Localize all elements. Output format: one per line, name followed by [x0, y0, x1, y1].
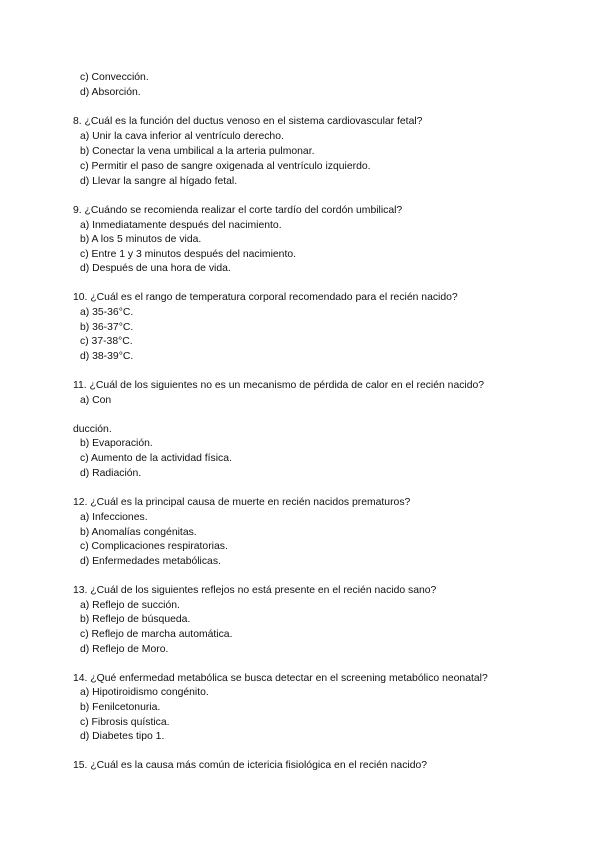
question-14: 14. ¿Qué enfermedad metabólica se busca detectar en el screening metabólico neonatal?	[73, 673, 488, 684]
option-b: b) Conectar la vena umbilical a la arteria pulmonar.	[80, 146, 315, 157]
option-a-continuation: ducción.	[73, 424, 112, 435]
option-d: d) 38-39°C.	[80, 351, 134, 362]
option-a: a) Unir la cava inferior al ventrículo derecho.	[80, 131, 284, 142]
option-b: b) A los 5 minutos de vida.	[80, 234, 202, 245]
option-b: b) Reflejo de búsqueda.	[80, 614, 191, 625]
question-12: 12. ¿Cuál es la principal causa de muerte en recién nacidos prematuros?	[73, 497, 411, 508]
option-b: b) Evaporación.	[80, 438, 153, 449]
option-c: c) Complicaciones respiratorias.	[80, 541, 228, 552]
question-10: 10. ¿Cuál es el rango de temperatura corporal recomendado para el recién nacido?	[73, 292, 458, 303]
option-c: c) 37-38°C.	[80, 336, 133, 347]
option-d: d) Llevar la sangre al hígado fetal.	[80, 176, 238, 187]
option-d: d) Enfermedades metabólicas.	[80, 556, 221, 567]
question-13: 13. ¿Cuál de los siguientes reflejos no está presente en el recién nacido sano?	[73, 585, 437, 596]
option-d: d) Después de una hora de vida.	[80, 263, 231, 274]
option-a: a) Inmediatamente después del nacimiento.	[80, 220, 282, 231]
option-a: a) Infecciones.	[80, 512, 148, 523]
option-d: d) Radiación.	[80, 468, 142, 479]
option-c: c) Fibrosis quística.	[80, 717, 170, 728]
option-d: d) Diabetes tipo 1.	[80, 731, 165, 742]
option-c: c) Convección.	[80, 72, 149, 83]
option-b: b) Fenilcetonuria.	[80, 702, 161, 713]
option-a: a) Hipotiroidismo congénito.	[80, 687, 209, 698]
option-b: b) 36-37°C.	[80, 322, 134, 333]
option-c: c) Permitir el paso de sangre oxigenada al ventrículo izquierdo.	[80, 161, 371, 172]
option-a: a) Reflejo de succión.	[80, 600, 180, 611]
option-b: b) Anomalías congénitas.	[80, 527, 197, 538]
question-11: 11. ¿Cuál de los siguientes no es un mecanismo de pérdida de calor en el recién nacido?	[73, 380, 485, 391]
question-8: 8. ¿Cuál es la función del ductus venoso en el sistema cardiovascular fetal?	[73, 116, 423, 127]
option-d: d) Absorción.	[80, 87, 141, 98]
question-9: 9. ¿Cuándo se recomienda realizar el corte tardío del cordón umbilical?	[73, 205, 403, 216]
option-c: c) Entre 1 y 3 minutos después del nacimiento.	[80, 249, 297, 260]
option-c: c) Reflejo de marcha automática.	[80, 629, 233, 640]
option-a: a) 35-36°C.	[80, 307, 134, 318]
option-a: a) Con	[80, 395, 112, 406]
option-c: c) Aumento de la actividad física.	[80, 453, 232, 464]
option-d: d) Reflejo de Moro.	[80, 644, 169, 655]
question-15: 15. ¿Cuál es la causa más común de ictericia fisiológica en el recién nacido?	[73, 760, 428, 771]
